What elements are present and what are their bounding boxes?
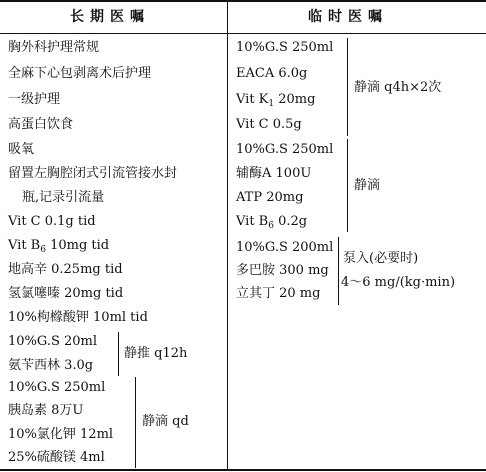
temporary-group1-route: 静滴 q4h×2次 (354, 80, 442, 95)
long-term-group2-route: 静滴 qd (142, 414, 189, 429)
temporary-group1-brace (347, 38, 348, 136)
header-rule (0, 33, 486, 34)
temporary-header: 临时医嘱 (308, 9, 388, 25)
temporary-group3-item: 10%G.S 200ml (236, 240, 334, 255)
long-term-group2-brace (135, 377, 136, 468)
temporary-group3-route: 泵入(必要时) (343, 251, 419, 266)
long-term-group2-item: 胰岛素 8万U (8, 403, 84, 418)
long-term-item: Vit $B_6$ 10mg tid (8, 238, 110, 255)
long-term-group1-brace (118, 332, 119, 376)
long-term-item: 氢氯噻嗪 20mg tid (8, 286, 124, 301)
temporary-group3-item: 立其丁 20 mg (236, 286, 321, 301)
long-term-header: 长期医嘱 (70, 9, 150, 25)
long-term-group2-item: 25%硫酸镁 4ml (8, 450, 105, 465)
temporary-group2-brace (347, 139, 348, 232)
temporary-group1-item: Vit $K_1$ 20mg (236, 92, 316, 109)
long-term-item: 全麻下心包剥离术后护理 (8, 66, 152, 81)
temporary-group2-item: 辅酶A 100U (236, 166, 312, 181)
long-term-item: 吸氧 (8, 142, 35, 157)
temporary-group3-item: 多巴胺 300 mg (236, 263, 329, 278)
long-term-group2-item: 10%G.S 250ml (8, 380, 106, 395)
long-term-group1-route: 静推 q12h (124, 346, 188, 361)
temporary-group1-item: EACA 6.0g (236, 66, 308, 81)
table-top-border (0, 0, 486, 2)
temporary-group2-item: 10%G.S 250ml (236, 142, 334, 157)
temporary-group2-item: ATP 20mg (236, 190, 304, 205)
long-term-item: 地高辛 0.25mg tid (8, 262, 123, 277)
temporary-group3-dose-rate: 4～6 mg/(kg·min) (341, 275, 456, 290)
temporary-group2-route: 静滴 (354, 178, 381, 193)
temporary-group2-item: Vit $B_6$ 0.2g (236, 214, 308, 231)
temporary-group1-item: 10%G.S 250ml (236, 40, 334, 55)
long-term-item: 留置左胸腔闭式引流管接水封 (8, 166, 178, 181)
long-term-item: 一级护理 (8, 92, 61, 107)
long-term-item: 瓶,记录引流量 (22, 190, 105, 205)
long-term-group1-item: 10%G.S 20ml (8, 334, 98, 349)
temporary-group3-brace (338, 237, 339, 305)
table-bottom-border (0, 469, 486, 471)
temporary-group1-item: Vit C 0.5g (236, 117, 302, 132)
long-term-group2-item: 10%氯化钾 12ml (8, 427, 114, 442)
column-divider (227, 0, 228, 471)
long-term-item: 10%枸橼酸钾 10ml tid (8, 310, 148, 325)
long-term-group1-item: 氨苄西林 3.0g (8, 358, 94, 373)
long-term-item: Vit C 0.1g tid (8, 214, 96, 229)
long-term-item: 胸外科护理常规 (8, 40, 100, 55)
long-term-item: 高蛋白饮食 (8, 117, 74, 132)
